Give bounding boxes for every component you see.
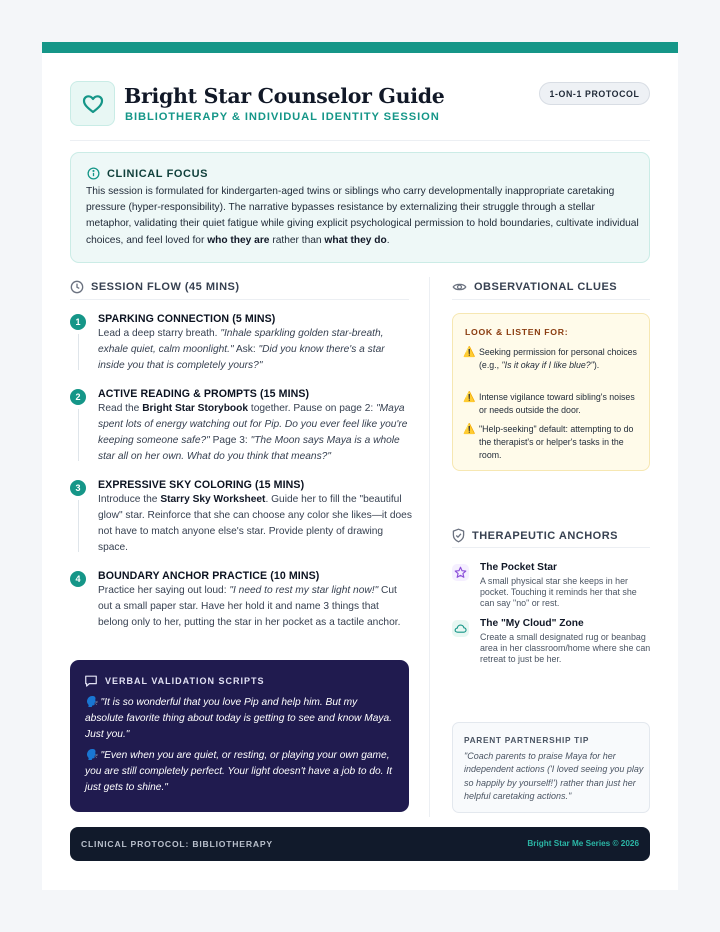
warning-icon: ⚠️ [463, 424, 476, 435]
clinical-focus-title: CLINICAL FOCUS [107, 167, 209, 180]
clue-text: ). [593, 360, 600, 370]
step-quote: "The Moon says Maya is a whole star all on her own. What do you think that means?" [98, 434, 400, 462]
logo-badge [70, 81, 115, 126]
validation-script-1: 🗣️ "It is so wonderful that you love Pip and help him. But my absolute favorite thing about today is getting to see and know Maya. Just you." [85, 697, 392, 740]
clue-item-2 [463, 391, 643, 417]
guide-page [42, 42, 678, 890]
observational-clues-title: OBSERVATIONAL CLUES [474, 281, 618, 293]
anchor-desc-my-cloud: Create a small designated rug or beanbag area in her classroom/home where she can retreat to just be her. [480, 632, 651, 665]
focus-text-part: This session is formulated for kindergarten-aged twins or siblings who carry developmentally inappropriate caretaking pressure (hyper-responsibility). The narrative bypasses resistance by externalizing their struggle through a stellar metaphor, validating their quiet fatigue while giving explicit psychological permission to hold boundaries, cultivate individual choices, and feel loved for [86, 186, 639, 246]
page-title: Bright Star Counselor Guide [124, 84, 445, 108]
observational-clues-rule [452, 299, 650, 300]
step-body-3 [98, 492, 412, 556]
shield-check-icon [452, 528, 465, 543]
footer-protocol-label: CLINICAL PROTOCOL: BIBLIOTHERAPY [81, 839, 273, 849]
observational-clues-heading [452, 280, 617, 294]
footer-series-label: Bright Star Me Series © 2026 [527, 839, 639, 848]
step-text: Cut out a small paper star. Have her hold it and name 3 things that belong only to her, putting the star in her pocket as a tactile anchor. [98, 585, 401, 628]
step-text: Practice her saying out loud: [98, 585, 230, 596]
page-footer [70, 827, 650, 861]
session-flow-rule [70, 299, 409, 300]
step-connector [78, 500, 79, 552]
step-quote: "Did you know there's a star inside you that is completely yours?" [98, 343, 385, 371]
step-text: together. Pause on page 2: [248, 403, 377, 414]
step-body-1 [98, 326, 412, 374]
verbal-scripts-title: VERBAL VALIDATION SCRIPTS [105, 676, 265, 686]
warning-icon: ⚠️ [463, 392, 476, 403]
parent-tip-text: "Coach parents to praise Maya for her independent actions ('I loved seeing you play so happily by yourself!') rather than just her helpful caretaking actions." [464, 751, 644, 802]
page-subtitle: BIBLIOTHERAPY & INDIVIDUAL IDENTITY SESSION [125, 111, 440, 123]
step-text: Introduce the [98, 494, 161, 505]
info-icon [87, 167, 100, 180]
step-connector [78, 334, 79, 370]
therapeutic-anchors-rule [452, 547, 650, 548]
parent-tip-panel [452, 722, 650, 813]
heart-icon [81, 92, 105, 116]
step-quote: "Maya spent lots of energy watching out for Pip. Do you ever feel like you're keeping someone safe?" [98, 403, 408, 446]
step-number-1: 1 [70, 314, 86, 330]
step-title-4: BOUNDARY ANCHOR PRACTICE (10 MINS) [98, 570, 320, 582]
clinical-focus-panel [70, 152, 650, 263]
step-quote: "Inhale sparkling golden star-breath, exhale quiet, calm moonlight." [98, 328, 384, 355]
look-listen-panel [452, 313, 650, 471]
step-body-2 [98, 401, 412, 465]
step-text: Lead a deep starry breath. [98, 328, 221, 339]
cloud-icon [454, 622, 467, 635]
clue-item-1 [463, 346, 643, 372]
step-text: Read the [98, 403, 143, 414]
clue-quote: "Is it okay if I like blue?" [501, 360, 594, 370]
step-text: Ask: [233, 343, 259, 355]
step-number-2: 2 [70, 389, 86, 405]
clue-item-3 [463, 423, 643, 462]
step-connector [78, 409, 79, 461]
step-title-1: SPARKING CONNECTION (5 MINS) [98, 313, 276, 325]
session-flow-heading [70, 280, 240, 294]
clue-text-1 [479, 346, 643, 372]
focus-text-part: rather than [269, 234, 325, 246]
therapeutic-anchors-title: THERAPEUTIC ANCHORS [472, 529, 618, 542]
step-text: . Guide her to fill the "beautiful glow" star. Reinforce that she can choose any color she likes—it does not have to match anyone else's star. Provide plenty of drawing space. [98, 494, 412, 553]
top-accent-bar [42, 42, 678, 53]
anchor-icon-box [452, 620, 469, 637]
focus-text-part: . [386, 234, 390, 246]
clock-icon [70, 280, 84, 294]
header-divider [70, 140, 650, 141]
star-icon [454, 566, 467, 579]
warning-icon: ⚠️ [463, 347, 476, 358]
look-listen-heading: LOOK & LISTEN FOR: [465, 327, 569, 337]
parent-tip-heading: PARENT PARTNERSHIP TIP [464, 735, 590, 745]
verbal-scripts-heading [84, 674, 265, 688]
clue-text: Seeking permission for personal choices (e.g., [479, 347, 637, 370]
clinical-focus-heading [87, 167, 208, 180]
clue-text-2: Intense vigilance toward sibling's noises or needs outside the door. [479, 392, 635, 415]
step-text: Page 3: [209, 434, 251, 446]
verbal-scripts-panel [70, 660, 409, 812]
clue-text-3: "Help-seeking" default: attempting to do the therapist's or helper's tasks in the room. [479, 424, 634, 460]
step-body-4 [98, 583, 412, 631]
step-quote: "I need to rest my star light now!" [229, 585, 379, 596]
anchor-title-my-cloud: The "My Cloud" Zone [480, 618, 584, 629]
session-flow-title: SESSION FLOW (45 MINS) [91, 281, 240, 293]
anchor-icon-box [452, 564, 469, 581]
focus-bold-who: who they are [207, 234, 270, 246]
step-bold: Starry Sky Worksheet [160, 494, 266, 505]
eye-icon [452, 280, 467, 294]
anchor-desc-pocket-star: A small physical star she keeps in her pocket. Touching it reminds her that she can say "no" or rest. [480, 576, 637, 609]
therapeutic-anchors-heading [452, 528, 618, 543]
clinical-focus-text [86, 184, 640, 249]
column-divider [429, 277, 430, 817]
step-title-2: ACTIVE READING & PROMPTS (15 MINS) [98, 388, 310, 400]
step-bold: Bright Star Storybook [142, 403, 249, 414]
validation-script-2: 🗣️ "Even when you are quiet, or resting, or playing your own game, you are still completely perfect. Your light doesn't have a job to do. It just gets to shine." [85, 750, 392, 793]
anchor-title-pocket-star: The Pocket Star [480, 562, 557, 573]
speech-bubble-icon [84, 674, 98, 688]
step-title-3: EXPRESSIVE SKY COLORING (15 MINS) [98, 479, 305, 491]
step-number-4: 4 [70, 571, 86, 587]
protocol-badge: 1-ON-1 PROTOCOL [539, 82, 650, 105]
step-number-3: 3 [70, 480, 86, 496]
focus-bold-what: what they do [324, 234, 387, 246]
